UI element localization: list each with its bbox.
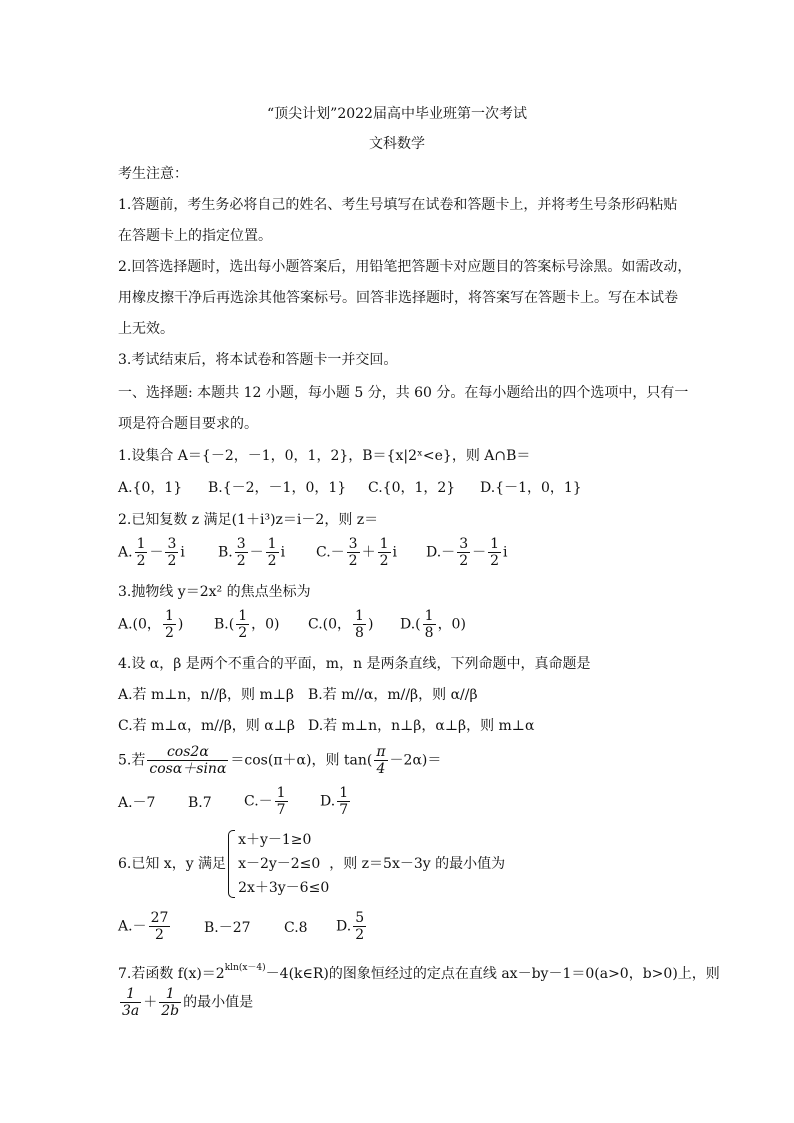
question-4-stem: 4.设 α，β 是两个不重合的平面，m，n 是两条直线，下列命题中，真命题是 bbox=[118, 656, 591, 672]
q2-option-d bbox=[426, 536, 508, 569]
op: ＋ bbox=[361, 544, 376, 561]
den: 2 bbox=[379, 553, 389, 569]
den: 8 bbox=[424, 625, 434, 641]
q2-d-frac2 bbox=[488, 536, 501, 569]
den: 2b bbox=[161, 1003, 180, 1019]
pre: C.－ bbox=[244, 793, 273, 810]
q6-option-c: C.8 bbox=[284, 920, 308, 936]
frac bbox=[337, 785, 350, 818]
den: 2 bbox=[238, 625, 248, 641]
q2-option-a bbox=[118, 536, 185, 569]
den: 2 bbox=[348, 553, 358, 569]
post: ) bbox=[367, 616, 374, 633]
num: 3 bbox=[167, 536, 177, 552]
q4-option-c: C.若 m⊥α，m//β，则 α⊥β bbox=[118, 718, 295, 734]
den: 8 bbox=[355, 625, 364, 641]
q4-option-d: D.若 m⊥n，n⊥β，α⊥β，则 m⊥α bbox=[308, 718, 535, 734]
notice-item-1b: 在答题卡上的指定位置。 bbox=[118, 228, 272, 244]
q2-a-label: A. bbox=[118, 544, 133, 561]
frac bbox=[149, 910, 171, 943]
post: ，0) bbox=[251, 616, 280, 633]
den: 2 bbox=[459, 553, 469, 569]
post: －2α)＝ bbox=[389, 752, 442, 769]
q5-option-d bbox=[320, 785, 352, 818]
q6-option-a bbox=[118, 910, 172, 943]
frac bbox=[275, 785, 288, 818]
q2-b-label: B. bbox=[218, 544, 233, 561]
notice-item-3: 3.考试结束后，将本试卷和答题卡一并交回。 bbox=[118, 352, 398, 368]
num: 1 bbox=[490, 536, 500, 552]
post: ，0) bbox=[437, 616, 466, 633]
num: cos2α bbox=[147, 744, 228, 761]
plus: ＋ bbox=[143, 994, 158, 1011]
frac bbox=[353, 608, 366, 641]
exponent: kln(x－4) bbox=[224, 963, 266, 973]
question-7-stem bbox=[118, 958, 720, 984]
den: 2 bbox=[167, 553, 177, 569]
frac-2 bbox=[159, 986, 181, 1019]
notice-item-2a: 2.回答选择题时，选出每小题答案后，用铅笔把答题卡对应题目的答案标号涂黑。如需改动， bbox=[118, 259, 692, 275]
op: － bbox=[149, 544, 164, 561]
pre: 7.若函数 f(x)＝2 bbox=[118, 966, 225, 982]
frac bbox=[423, 608, 436, 641]
imag-unit: i bbox=[280, 544, 286, 561]
den: 7 bbox=[339, 802, 349, 818]
pre: C.(0， bbox=[308, 616, 352, 633]
q2-b-frac1 bbox=[235, 536, 248, 569]
q2-c-frac1 bbox=[347, 536, 360, 569]
den: 4 bbox=[376, 761, 386, 777]
question-2-stem: 2.已知复数 z 满足(1＋i³)z＝i－2，则 z＝ bbox=[118, 512, 379, 528]
q4-option-a: A.若 m⊥n，n//β，则 m⊥β bbox=[118, 687, 294, 703]
pre: 6.已知 x，y 满足 bbox=[118, 856, 227, 872]
q5-option-b: B.7 bbox=[188, 795, 212, 811]
num: 1 bbox=[120, 986, 141, 1003]
num: 1 bbox=[159, 986, 181, 1003]
q1-option-b: B.{－2，－1，0，1} bbox=[208, 480, 347, 496]
den: 2 bbox=[355, 927, 365, 943]
num: 1 bbox=[424, 608, 434, 624]
num: 1 bbox=[267, 536, 277, 552]
pre: D. bbox=[336, 918, 352, 935]
pre: D. bbox=[320, 793, 336, 810]
q6-option-d bbox=[336, 910, 368, 943]
den: 2 bbox=[490, 553, 500, 569]
pre: 5.若 bbox=[118, 752, 146, 769]
den: 7 bbox=[276, 802, 286, 818]
question-1-stem: 1.设集合 A＝{－2，－1，0，1，2}，B＝{x|2ˣ<e}，则 A∩B＝ bbox=[118, 448, 531, 464]
num: 3 bbox=[459, 536, 469, 552]
q2-a-frac2 bbox=[165, 536, 178, 569]
question-5-stem bbox=[118, 744, 441, 777]
pre: D.( bbox=[400, 616, 421, 633]
inequality-3: 2x＋3y－6≤0 bbox=[238, 880, 330, 896]
num: 3 bbox=[348, 536, 358, 552]
mid: ＝cos(π＋α)，则 tan( bbox=[230, 752, 373, 769]
num: 27 bbox=[150, 910, 169, 926]
den: 2 bbox=[164, 625, 174, 641]
exam-title: “顶尖计划”2022届高中毕业班第一次考试 bbox=[267, 106, 527, 122]
exam-subject: 文科数学 bbox=[369, 136, 425, 152]
q1-option-a: A.{0，1} bbox=[118, 480, 183, 496]
q2-c-label: C.－ bbox=[316, 544, 345, 561]
inequality-1: x＋y－1≥0 bbox=[238, 832, 312, 848]
post: ) bbox=[177, 616, 184, 633]
den: 2 bbox=[267, 553, 277, 569]
q5-pi-frac bbox=[374, 744, 387, 777]
inequality-system bbox=[226, 828, 329, 900]
imag-unit: i bbox=[503, 544, 508, 561]
q3-option-c bbox=[308, 608, 373, 641]
post: ，则 z＝5x－3y 的最小值为 bbox=[329, 856, 506, 872]
q3-option-b bbox=[214, 608, 280, 641]
section-intro-b: 项是符合题目要求的。 bbox=[118, 416, 258, 432]
q2-c-frac2 bbox=[378, 536, 391, 569]
q2-b-frac2 bbox=[266, 536, 279, 569]
frac bbox=[163, 608, 176, 641]
pre: A.(0， bbox=[118, 616, 161, 633]
post: －4(k∈R)的图象恒经过的定点在直线 ax－by－1＝0(a>0，b>0)上，则 bbox=[265, 966, 720, 982]
num: 1 bbox=[379, 536, 389, 552]
q2-d-frac1 bbox=[457, 536, 470, 569]
q5-option-c bbox=[244, 785, 290, 818]
q2-a-frac1 bbox=[135, 536, 148, 569]
q1-option-d: D.{－1，0，1} bbox=[480, 480, 582, 496]
inequality-2: x－2y－2≤0 bbox=[238, 856, 321, 872]
q3-option-a bbox=[118, 608, 183, 641]
op: － bbox=[249, 544, 264, 561]
num: 3 bbox=[236, 536, 246, 552]
op: － bbox=[472, 544, 487, 561]
num: 1 bbox=[164, 608, 174, 624]
q2-d-label: D.－ bbox=[426, 544, 456, 561]
imag-unit: i bbox=[180, 544, 185, 561]
question-3-stem: 3.抛物线 y＝2x² 的焦点坐标为 bbox=[118, 584, 311, 600]
imag-unit: i bbox=[392, 544, 397, 561]
pre: B.( bbox=[214, 616, 235, 633]
frac bbox=[236, 608, 249, 641]
num: 1 bbox=[355, 608, 364, 624]
q5-option-a: A.－7 bbox=[118, 795, 156, 811]
den: 2 bbox=[236, 553, 246, 569]
q3-option-d bbox=[400, 608, 466, 641]
num: 1 bbox=[339, 785, 349, 801]
num: π bbox=[376, 744, 386, 760]
q1-option-c: C.{0，1，2} bbox=[368, 480, 456, 496]
num: 5 bbox=[355, 910, 365, 926]
q7-expression bbox=[118, 986, 253, 1019]
den: cosα＋sinα bbox=[149, 761, 227, 777]
notice-item-1a: 1.答题前，考生务必将自己的姓名、考生号填写在试卷和答题卡上，并将考生号条形码粘贴 bbox=[118, 197, 678, 213]
q5-main-frac bbox=[147, 744, 228, 777]
den: 2 bbox=[155, 927, 164, 943]
num: 1 bbox=[276, 785, 286, 801]
num: 1 bbox=[238, 608, 248, 624]
q2-option-b bbox=[218, 536, 285, 569]
num: 1 bbox=[136, 536, 146, 552]
den: 3a bbox=[122, 1003, 140, 1019]
notice-item-2c: 上无效。 bbox=[118, 321, 174, 337]
notice-item-2b: 用橡皮擦干净后再选涂其他答案标号。回答非选择题时，将答案写在答题卡上。写在本试卷 bbox=[118, 290, 678, 306]
q6-option-b: B.－27 bbox=[204, 920, 251, 936]
frac-1 bbox=[120, 986, 141, 1019]
question-6-stem bbox=[118, 828, 505, 900]
tail: 的最小值是 bbox=[183, 994, 254, 1011]
pre: A.－ bbox=[118, 918, 147, 935]
q4-option-b: B.若 m//α，m//β，则 α//β bbox=[308, 687, 478, 703]
notice-heading: 考生注意： bbox=[118, 166, 188, 182]
q2-option-c bbox=[316, 536, 397, 569]
frac bbox=[353, 910, 366, 943]
section-intro-a: 一、选择题: 本题共 12 小题，每小题 5 分，共 60 分。在每小题给出的四个选项中，只有一 bbox=[118, 385, 689, 401]
den: 2 bbox=[136, 553, 146, 569]
